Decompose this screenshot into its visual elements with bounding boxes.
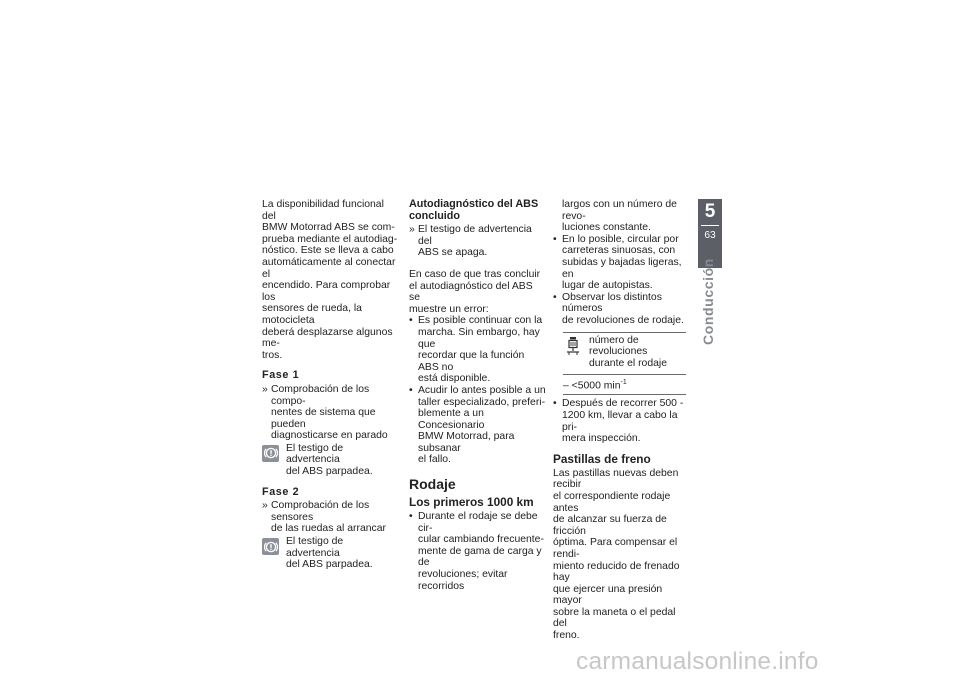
step-marker: » xyxy=(262,500,268,512)
spec-dash: – xyxy=(563,380,569,392)
column-2 xyxy=(409,199,546,592)
step-marker: » xyxy=(262,383,268,395)
selfdiag-step: » El testigo de advertencia del ABS se apaga. xyxy=(409,224,532,259)
spec-unit-exponent: -1 xyxy=(620,379,627,387)
list-item: • Es posible continuar con la marcha. Sin embargo, hay que recordar que la función ABS no está disponible. xyxy=(409,315,543,385)
tachometer-icon xyxy=(565,336,585,370)
phase2-note: El testigo de advertencia del ABS parpadea. xyxy=(262,536,399,571)
column-3 xyxy=(553,199,687,642)
brake-pads-heading: Pastillas de freno xyxy=(553,451,651,466)
list-item: • Acudir lo antes posible a un taller especializado, preferi- blemente a un Concesionario BMW Motorrad, para subsanar el fallo. xyxy=(409,384,546,466)
phase1-step: » Comprobación de los compo- nentes de sistema que pueden diagnosticarse en parado xyxy=(262,383,388,442)
spec-label: número de revoluciones durante el rodaje xyxy=(589,334,667,369)
phase2-heading: Fase 2 xyxy=(262,485,300,498)
abs-warning-icon xyxy=(262,445,279,462)
bullet: • xyxy=(553,398,557,410)
list-item: • Después de recorrer 500 - 1200 km, llevar a cabo la pri- mera inspección. xyxy=(553,398,684,445)
bullet: • xyxy=(409,384,413,396)
spec-value-row xyxy=(563,375,686,394)
page-number: 63 xyxy=(704,230,716,241)
bullet: • xyxy=(553,291,557,303)
spec-table xyxy=(563,332,686,396)
watermark: carmanualsonline.info xyxy=(576,648,819,675)
chapter-number: 5 xyxy=(704,201,716,222)
list-item: • Observar los distintos números de revoluciones de rodaje. xyxy=(553,291,684,326)
abs-warning-icon xyxy=(262,538,279,555)
list-item: • En lo posible, circular por carreteras sinuosas, con subidas y bajadas ligeras, en lugar de autopistas. xyxy=(553,233,682,292)
phase1-heading: Fase 1 xyxy=(262,369,300,382)
rodaje-heading: Rodaje xyxy=(409,476,456,493)
selfdiag-complete-heading: Autodiagnóstico del ABS concluido xyxy=(409,198,539,222)
bullet: • xyxy=(409,511,413,523)
intro-paragraph: La disponibilidad funcional del BMW Motorrad ABS se com- prueba mediante el autodiag- nóstico. Este se lleva a cabo automáticamente al conectar el encendido. Para comprobar los sensores de rueda, la motocicleta deberá desplazarse algunos me- tros. xyxy=(262,199,398,361)
bullet: • xyxy=(409,315,413,327)
list-item-continued: largos con un número de revo- luciones constante. xyxy=(562,199,677,234)
brake-pads-paragraph: Las pastillas nuevas deben recibir el correspondiente rodaje antes de alcanzar su fuerza de fricción óptima. Para compensar el rendi- miento reducido de frenado hay que ejercer una presión mayor sobre la maneta o el pedal del freno. xyxy=(553,467,680,642)
phase1-note: El testigo de advertencia del ABS parpadea. xyxy=(262,443,399,478)
column-1 xyxy=(262,199,399,573)
error-intro: En caso de que tras concluir el autodiagnóstico del ABS se muestre un error: xyxy=(409,268,541,315)
bullet: • xyxy=(553,233,557,245)
step-marker: » xyxy=(409,224,415,236)
list-item: • Durante el rodaje se debe cir- cular cambiando frecuente- mente de gama de carga y de revoluciones; evitar recorridos xyxy=(409,511,544,592)
tab-divider xyxy=(701,225,719,226)
section-side-label: Conducción xyxy=(700,258,716,345)
spec-value: <5000 min xyxy=(571,380,621,392)
first-1000km-heading: Los primeros 1000 km xyxy=(409,495,534,510)
phase2-step: » Comprobación de los sensores de las ruedas al arrancar xyxy=(262,500,386,535)
spec-label-row xyxy=(563,333,686,376)
